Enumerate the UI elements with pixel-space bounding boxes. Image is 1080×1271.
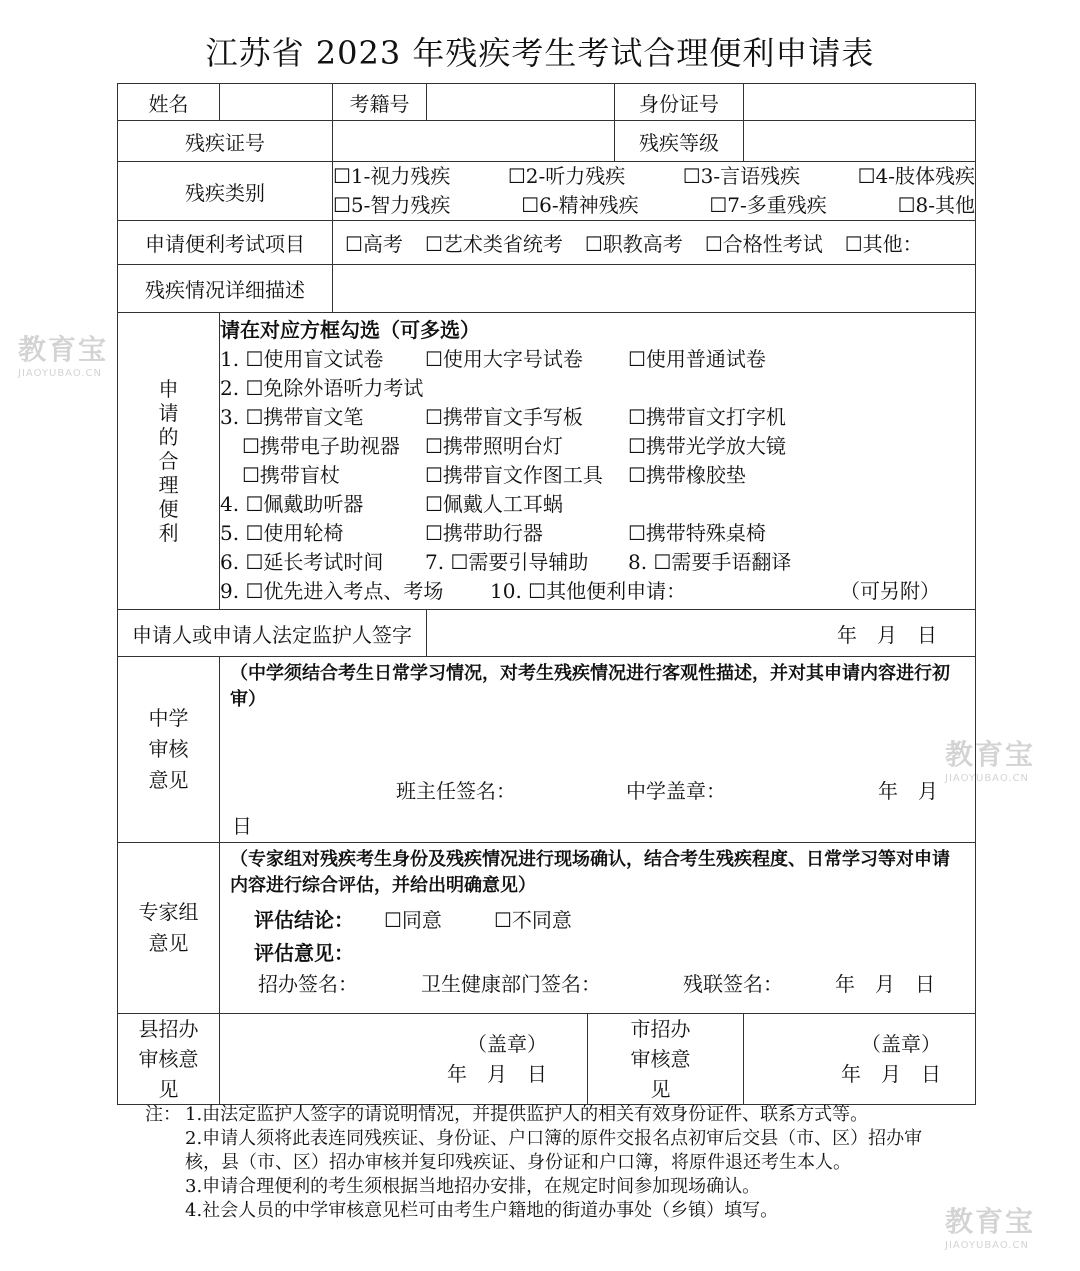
expert-label: 专家组意见 bbox=[118, 843, 220, 1014]
id-no-field[interactable] bbox=[744, 84, 976, 121]
school-date-day: 日 bbox=[232, 814, 252, 838]
accommodation-checkbox[interactable]: 2. ☐免除外语听力考试 bbox=[220, 376, 424, 400]
signature-label: 申请人或申请人法定监护人签字 bbox=[118, 610, 427, 657]
accommodation-checkbox[interactable]: 8. ☐需要手语翻译 bbox=[628, 550, 792, 574]
note-1: 注： 1.由法定监护人签字的请说明情况，并提供监护人的相关有效身份证件、联系方式等。 bbox=[145, 1104, 869, 1125]
accommodation-checkbox[interactable]: ☐佩戴人工耳蜗 bbox=[425, 492, 563, 516]
checkbox-visual[interactable]: ☐1-视力残疾 bbox=[333, 164, 451, 188]
checkbox-other-accommodation[interactable]: 10. ☐其他便利申请： bbox=[490, 579, 687, 603]
accommodation-checkbox[interactable]: ☐携带盲文作图工具 bbox=[425, 463, 603, 487]
level-field[interactable] bbox=[744, 121, 976, 162]
accommodation-checkbox[interactable]: ☐携带橡胶垫 bbox=[628, 463, 746, 487]
checkbox-speech[interactable]: ☐3-言语残疾 bbox=[682, 164, 801, 188]
attach-note: （可另附） bbox=[840, 579, 940, 603]
exam-items-options bbox=[333, 221, 976, 265]
county-section bbox=[220, 1014, 588, 1105]
accommodation-checkbox[interactable]: ☐使用大字号试卷 bbox=[425, 347, 583, 371]
page-title: 江苏省 2023 年残疾考生考试合理便利申请表 bbox=[205, 34, 875, 72]
accommodation-checkbox[interactable]: 3. ☐携带盲文笔 bbox=[220, 405, 364, 429]
watermark-logo: 教育宝 JIAOYUBAO.CN bbox=[945, 1205, 1036, 1251]
accommodations-options bbox=[220, 313, 976, 610]
admission-signature[interactable]: 招办签名： bbox=[258, 972, 358, 996]
checkbox-other[interactable]: ☐8-其他 bbox=[897, 193, 975, 217]
name-field[interactable] bbox=[220, 84, 333, 121]
school-label: 中学审核意见 bbox=[118, 657, 220, 843]
accommodation-checkbox[interactable]: ☐携带电子助视器 bbox=[242, 434, 400, 458]
checkbox-qualification[interactable]: ☐合格性考试 bbox=[704, 232, 823, 256]
city-date: 年 月 日 bbox=[841, 1062, 941, 1086]
county-label: 县招办审核意见 bbox=[118, 1014, 220, 1105]
accommodation-checkbox[interactable]: ☐携带盲文手写板 bbox=[425, 405, 583, 429]
accommodation-line bbox=[220, 403, 975, 432]
checkbox-gaokao[interactable]: ☐高考 bbox=[345, 232, 403, 256]
accommodations-label: 申请的合理便利 bbox=[118, 313, 220, 610]
city-label: 市招办审核意见 bbox=[588, 1014, 744, 1105]
exam-items-label: 申请便利考试项目 bbox=[118, 221, 333, 265]
checkbox-disagree[interactable]: ☐不同意 bbox=[494, 908, 572, 932]
opinion-label: 评估意见： bbox=[254, 941, 354, 965]
accommodation-checkbox[interactable]: 4. ☐佩戴助听器 bbox=[220, 492, 364, 516]
checkbox-hearing[interactable]: ☐2-听力残疾 bbox=[507, 164, 626, 188]
school-stamp[interactable]: 中学盖章： bbox=[626, 779, 726, 803]
accommodation-line bbox=[220, 345, 975, 374]
cert-no-field[interactable] bbox=[333, 121, 615, 162]
checkbox-multiple[interactable]: ☐7-多重残疾 bbox=[709, 193, 827, 217]
county-stamp[interactable]: （盖章） bbox=[467, 1032, 547, 1056]
exam-no-label: 考籍号 bbox=[333, 84, 427, 121]
description-label: 残疾情况详细描述 bbox=[118, 265, 333, 313]
disability-federation-signature[interactable]: 残联签名： bbox=[683, 972, 783, 996]
exam-no-field[interactable] bbox=[427, 84, 615, 121]
note-2: 2.申请人须将此表连同残疾证、身份证、户口簿的原件交报名点初审后交县（市、区）招办审核，县（市、区）招办审核并复印残疾证、身份证和户口簿，将原件退还考生本人。 bbox=[185, 1128, 923, 1173]
level-label: 残疾等级 bbox=[615, 121, 744, 162]
health-signature[interactable]: 卫生健康部门签名： bbox=[421, 972, 601, 996]
expert-note: （专家组对残疾考生身份及残疾情况进行现场确认，结合考生残疾程度、日常学习等对申请内容进行综合评估，并给出明确意见） bbox=[230, 849, 950, 896]
accommodations-heading: 请在对应方框勾选（可多选） bbox=[220, 318, 480, 342]
accommodation-checkbox[interactable]: ☐使用普通试卷 bbox=[628, 347, 766, 371]
accommodation-checkbox[interactable]: 7. ☐需要引导辅助 bbox=[425, 550, 589, 574]
accommodation-checkbox[interactable]: ☐携带盲杖 bbox=[242, 463, 340, 487]
accommodation-checkbox[interactable]: 6. ☐延长考试时间 bbox=[220, 550, 384, 574]
accommodation-checkbox[interactable]: ☐携带特殊桌椅 bbox=[628, 521, 766, 545]
city-section bbox=[744, 1014, 976, 1105]
county-date: 年 月 日 bbox=[447, 1062, 547, 1086]
accommodation-line bbox=[220, 432, 975, 461]
teacher-signature[interactable]: 班主任签名： bbox=[396, 779, 516, 803]
accommodation-checkbox[interactable]: 1. ☐使用盲文试卷 bbox=[220, 347, 384, 371]
school-note: （中学须结合考生日常学习情况，对考生残疾情况进行客观性描述，并对其申请内容进行初审） bbox=[230, 663, 950, 710]
notes-prefix: 注： bbox=[145, 1104, 181, 1125]
accommodation-line bbox=[220, 461, 975, 490]
notes-section bbox=[145, 1103, 935, 1223]
name-label: 姓名 bbox=[118, 84, 220, 121]
accommodation-checkbox[interactable]: ☐携带助行器 bbox=[425, 521, 543, 545]
checkbox-vocational[interactable]: ☐职教高考 bbox=[584, 232, 683, 256]
cert-no-label: 残疾证号 bbox=[118, 121, 333, 162]
checkbox-art-exam[interactable]: ☐艺术类省统考 bbox=[424, 232, 563, 256]
description-field[interactable] bbox=[333, 265, 976, 313]
accommodation-checkbox[interactable]: 5. ☐使用轮椅 bbox=[220, 521, 344, 545]
application-form bbox=[117, 83, 976, 1105]
school-date: 年 月 bbox=[878, 779, 938, 803]
signature-date[interactable]: 年 月 日 bbox=[427, 610, 976, 657]
city-stamp[interactable]: （盖章） bbox=[861, 1032, 941, 1056]
category-label: 残疾类别 bbox=[118, 162, 333, 221]
checkbox-priority-entry[interactable]: 9. ☐优先进入考点、考场 bbox=[220, 579, 444, 603]
id-no-label: 身份证号 bbox=[615, 84, 744, 121]
accommodation-checkbox[interactable]: ☐携带光学放大镜 bbox=[628, 434, 786, 458]
category-row-1 bbox=[333, 162, 975, 191]
conclusion-label: 评估结论： bbox=[254, 908, 354, 932]
watermark-logo: 教育宝 JIAOYUBAO.CN bbox=[18, 333, 109, 379]
checkbox-intellectual[interactable]: ☐5-智力残疾 bbox=[333, 193, 451, 217]
accommodation-line bbox=[220, 548, 975, 577]
school-section bbox=[220, 657, 976, 843]
checkbox-other-exam[interactable]: ☐其他： bbox=[844, 232, 923, 256]
accommodation-checkbox[interactable]: ☐携带盲文打字机 bbox=[628, 405, 786, 429]
checkbox-mental[interactable]: ☐6-精神残疾 bbox=[521, 193, 639, 217]
accommodation-line bbox=[220, 490, 975, 519]
category-row-2 bbox=[333, 191, 975, 220]
checkbox-agree[interactable]: ☐同意 bbox=[384, 908, 442, 932]
accommodation-line-9 bbox=[220, 577, 975, 606]
category-options bbox=[333, 162, 976, 221]
note-4: 4.社会人员的中学审核意见栏可由考生户籍地的街道办事处（乡镇）填写。 bbox=[185, 1200, 779, 1221]
checkbox-physical[interactable]: ☐4-肢体残疾 bbox=[857, 164, 975, 188]
accommodation-line bbox=[220, 519, 975, 548]
accommodation-line bbox=[220, 374, 975, 403]
note-3: 3.申请合理便利的考生须根据当地招办安排，在规定时间参加现场确认。 bbox=[185, 1176, 761, 1197]
watermark-logo: 教育宝 JIAOYUBAO.CN bbox=[945, 738, 1036, 784]
expert-section bbox=[220, 843, 976, 1014]
accommodation-checkbox[interactable]: ☐携带照明台灯 bbox=[425, 434, 563, 458]
expert-date: 年 月 日 bbox=[835, 972, 935, 996]
